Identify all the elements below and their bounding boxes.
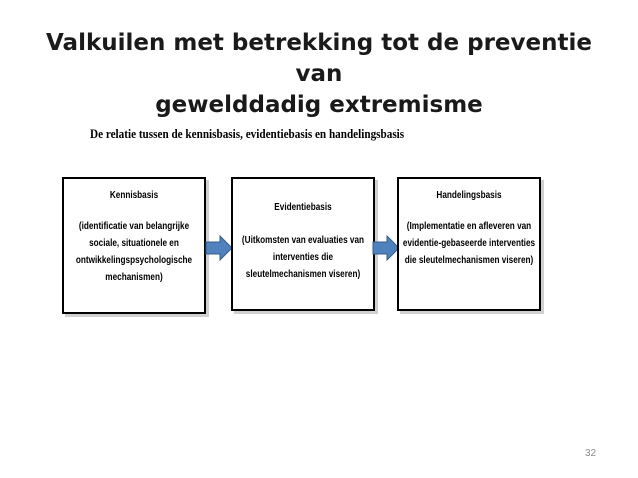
handelingsbasis-description: (Implementatie en afleveren van evidentie-gebaseerde interventies die sleutelmechanismen viseren) <box>402 221 536 266</box>
diagram-subtitle: De relatie tussen de kennisbasis, evidentiebasis en handelingsbasis <box>90 126 405 141</box>
kennisbasis-heading: Kennisbasis <box>109 190 159 201</box>
arrow-right-icon <box>372 235 400 261</box>
handelingsbasis-heading: Handelingsbasis <box>436 190 502 201</box>
kennisbasis-box <box>62 177 206 314</box>
kennisbasis-description: (identificatie van belangrijke sociale, situationele en ontwikkelingspsychologische mechanismen) <box>75 221 193 283</box>
page-number: 32 <box>585 448 597 459</box>
arrow-1-shape <box>206 236 232 260</box>
slide-title-line-2: gewelddadig extremisme <box>155 92 483 118</box>
slide-title-line-1: Valkuilen met betrekking tot de preventie van <box>46 30 592 87</box>
handelingsbasis-box <box>397 177 541 311</box>
arrow-right-icon <box>205 235 233 261</box>
slide-title <box>20 28 618 121</box>
evidentiebasis-heading: Evidentiebasis <box>274 202 332 213</box>
arrow-2-shape <box>373 236 399 260</box>
evidentiebasis-description: (Uitkomsten van evaluaties van interventies die sleutelmechanismen viseren) <box>241 235 365 280</box>
evidentiebasis-box <box>231 177 375 311</box>
